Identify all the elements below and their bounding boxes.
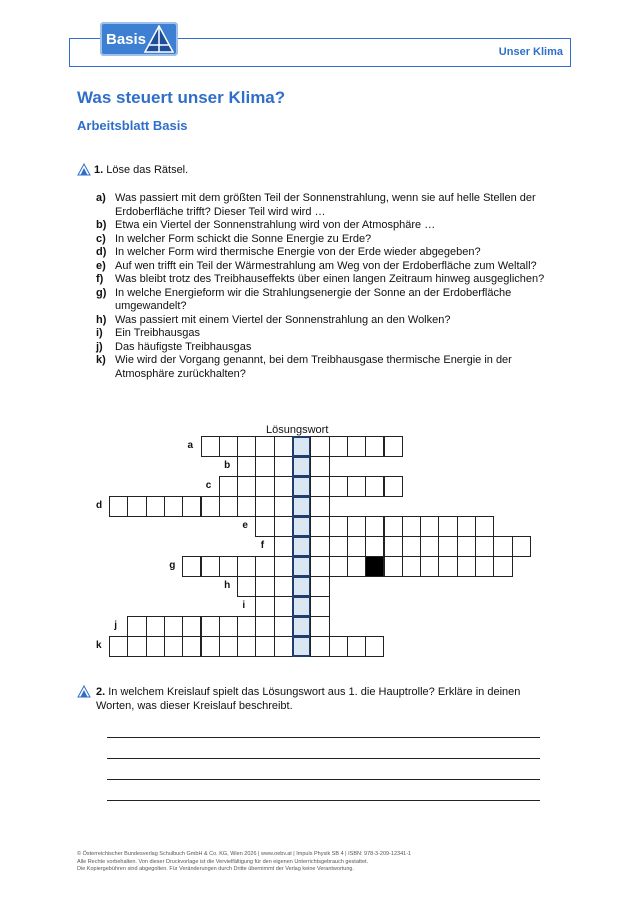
crossword-cell[interactable]	[475, 516, 494, 537]
crossword-cell[interactable]	[274, 556, 293, 577]
crossword-cell[interactable]	[292, 516, 311, 537]
question-letter: g)	[96, 286, 107, 299]
footer-line-1: © Österreichischer Bundesverlag Schulbuch GmbH & Co. KG, Wien 2026 | www.oebv.at | Impuls Physik SB 4 | ISBN: 978-3-209-12341-1	[77, 851, 412, 857]
crossword-cell[interactable]	[292, 596, 311, 617]
crossword-cell[interactable]	[292, 476, 311, 497]
crossword-cell[interactable]	[201, 436, 220, 457]
crossword-cell[interactable]	[292, 436, 311, 457]
crossword-cell[interactable]	[457, 536, 476, 557]
crossword-cell[interactable]	[329, 476, 348, 497]
crossword-cell[interactable]	[310, 496, 329, 517]
crossword-cell[interactable]	[493, 536, 512, 557]
row-label-j: j	[114, 620, 118, 631]
crossword-cell[interactable]	[310, 556, 329, 577]
row-label-f: f	[260, 540, 265, 551]
question-item	[96, 354, 556, 381]
crossword-cell[interactable]	[255, 456, 274, 477]
crossword-cell[interactable]	[237, 576, 256, 597]
row-label-d: d	[96, 500, 103, 511]
crossword-cell[interactable]	[365, 476, 384, 497]
crossword-cell[interactable]	[274, 636, 293, 657]
question-item	[96, 219, 556, 233]
crossword-cell[interactable]	[255, 496, 274, 517]
crossword-cell[interactable]	[402, 516, 421, 537]
crossword-cell[interactable]	[384, 476, 403, 497]
crossword-cell[interactable]	[475, 536, 494, 557]
crossword-cell[interactable]	[182, 556, 201, 577]
crossword-cell[interactable]	[219, 436, 238, 457]
crossword-cell[interactable]	[420, 536, 439, 557]
crossword-cell[interactable]	[255, 636, 274, 657]
crossword-cell[interactable]	[219, 476, 238, 497]
triangle-logo-icon	[144, 25, 174, 53]
crossword-cell[interactable]	[310, 576, 329, 597]
question-item	[96, 246, 556, 260]
crossword-cell[interactable]	[146, 496, 165, 517]
crossword-cell[interactable]	[329, 516, 348, 537]
footer-line-3: Die Kopiergebühren sind abgegolten. Für Veränderungen durch Dritte übernimmt der Verlag keine Verantwortung.	[77, 866, 355, 872]
question-letter: j)	[96, 340, 103, 353]
question-text: Was bleibt trotz des Treibhauseffekts über einen langen Zeitraum hinweg ausgeglichen?	[115, 273, 545, 285]
task-2-text: In welchem Kreislauf spielt das Lösungswort aus 1. die Hauptrolle? Erkläre in deinen Worten, was dieser Kreislauf beschreibt.	[96, 686, 521, 712]
crossword-cell[interactable]	[292, 556, 311, 577]
question-item	[96, 287, 556, 314]
answer-line-4[interactable]	[107, 800, 540, 801]
crossword-cell[interactable]	[402, 556, 421, 577]
crossword-cell[interactable]	[292, 496, 311, 517]
answer-line-1[interactable]	[107, 737, 540, 738]
crossword-cell[interactable]	[201, 496, 220, 517]
crossword-cell[interactable]	[310, 456, 329, 477]
question-item	[96, 273, 556, 287]
question-text: Ein Treibhausgas	[115, 327, 200, 339]
crossword-cell[interactable]	[146, 636, 165, 657]
row-label-e: e	[242, 520, 248, 531]
question-item	[96, 314, 556, 328]
task-2-heading	[77, 685, 557, 713]
crossword-cell[interactable]	[310, 596, 329, 617]
crossword-cell[interactable]	[347, 516, 366, 537]
crossword-cell[interactable]	[384, 516, 403, 537]
row-label-k: k	[96, 640, 102, 651]
crossword-cell[interactable]	[274, 436, 293, 457]
question-letter: d)	[96, 246, 107, 258]
crossword-cell[interactable]	[438, 516, 457, 537]
crossword-cell[interactable]	[438, 556, 457, 577]
crossword-cell[interactable]	[292, 636, 311, 657]
crossword-cell[interactable]	[219, 636, 238, 657]
question-letter: k)	[96, 354, 106, 366]
crossword-cell[interactable]	[127, 616, 146, 637]
crossword-cell[interactable]	[201, 616, 220, 637]
crossword-cell[interactable]	[365, 436, 384, 457]
row-label-b: b	[224, 460, 231, 471]
crossword-cell[interactable]	[457, 516, 476, 537]
level-triangle-icon	[77, 685, 91, 698]
crossword-cell[interactable]	[237, 616, 256, 637]
crossword-cell[interactable]	[127, 636, 146, 657]
page-subtitle: Arbeitsblatt Basis	[77, 118, 188, 133]
crossword-cell[interactable]	[402, 536, 421, 557]
crossword-cell[interactable]	[237, 436, 256, 457]
crossword-cell[interactable]	[201, 636, 220, 657]
crossword-cell[interactable]	[347, 556, 366, 577]
question-item	[96, 233, 556, 247]
crossword-cell[interactable]	[420, 556, 439, 577]
crossword-cell[interactable]	[310, 616, 329, 637]
crossword-cell[interactable]	[420, 516, 439, 537]
crossword-cell[interactable]	[310, 636, 329, 657]
question-text: In welcher Form schickt die Sonne Energie zu Erde?	[115, 232, 372, 245]
crossword-cell[interactable]	[365, 636, 384, 657]
question-letter: e)	[96, 259, 106, 272]
question-text: Etwa ein Viertel der Sonnenstrahlung wird von der Atmosphäre …	[115, 219, 436, 231]
crossword-cell[interactable]	[274, 596, 293, 617]
question-text: Das häufigste Treibhausgas	[115, 340, 252, 353]
crossword-cell[interactable]	[457, 556, 476, 577]
crossword-cell[interactable]	[219, 616, 238, 637]
task-1-number: 1.	[94, 164, 104, 176]
crossword-cell[interactable]	[365, 536, 384, 557]
crossword-cell[interactable]	[347, 476, 366, 497]
task-1-text: Löse das Rätsel.	[106, 164, 189, 176]
task-1-heading	[77, 163, 188, 177]
task-2-number: 2.	[96, 686, 106, 698]
question-text: In welche Energieform wir die Strahlungsenergie der Sonne an der Erdoberfläche umgewandelt?	[115, 286, 512, 312]
answer-line-3[interactable]	[107, 779, 540, 780]
crossword-cell[interactable]	[255, 516, 274, 537]
level-triangle-icon	[77, 163, 91, 176]
crossword-cell[interactable]	[292, 576, 311, 597]
question-letter: f)	[96, 273, 104, 285]
crossword-cell[interactable]	[219, 556, 238, 577]
crossword-cell[interactable]	[438, 536, 457, 557]
crossword-cell[interactable]	[292, 536, 311, 557]
crossword-cell[interactable]	[127, 496, 146, 517]
crossword-cell[interactable]	[347, 436, 366, 457]
crossword-cell[interactable]	[384, 436, 403, 457]
crossword-cell[interactable]	[310, 476, 329, 497]
crossword-cell[interactable]	[274, 616, 293, 637]
question-letter: b)	[96, 219, 107, 231]
crossword-cell[interactable]	[329, 536, 348, 557]
crossword-cell[interactable]	[201, 556, 220, 577]
header-topic: Unser Klima	[498, 46, 563, 58]
crossword-cell[interactable]	[347, 636, 366, 657]
crossword-cell[interactable]	[274, 516, 293, 537]
row-label-c: c	[205, 480, 212, 491]
crossword-cell[interactable]	[292, 616, 311, 637]
crossword-cell[interactable]	[182, 636, 201, 657]
crossword-cell[interactable]	[164, 636, 183, 657]
crossword-cell[interactable]	[182, 496, 201, 517]
crossword-cell[interactable]	[310, 436, 329, 457]
question-letter: i)	[96, 327, 103, 339]
question-text: Was passiert mit dem größten Teil der Sonnenstrahlung, wenn sie auf helle Stellen der Erdoberfläche trifft? Dieser Teil wird wird …	[115, 192, 536, 218]
crossword-cell[interactable]	[292, 456, 311, 477]
crossword-cell[interactable]	[164, 616, 183, 637]
crossword-cell[interactable]	[329, 556, 348, 577]
crossword-cell[interactable]	[310, 516, 329, 537]
crossword-cell[interactable]	[365, 516, 384, 537]
crossword-cell[interactable]	[255, 576, 274, 597]
crossword-cell[interactable]	[237, 476, 256, 497]
question-letter: h)	[96, 313, 107, 326]
question-text: Auf wen trifft ein Teil der Wärmestrahlung am Weg von der Erdoberfläche zum Weltall?	[115, 259, 537, 272]
crossword-cell[interactable]	[255, 596, 274, 617]
crossword-cell[interactable]	[475, 556, 494, 577]
crossword-cell[interactable]	[255, 436, 274, 457]
crossword-cell[interactable]	[493, 556, 512, 577]
crossword-cell[interactable]	[237, 636, 256, 657]
crossword-cell[interactable]	[347, 536, 366, 557]
crossword-cell[interactable]	[255, 556, 274, 577]
basis-logo	[100, 22, 178, 56]
row-label-a: a	[187, 440, 194, 451]
question-item	[96, 341, 556, 355]
solution-word-label: Lösungswort	[266, 424, 329, 436]
crossword-cell[interactable]	[255, 476, 274, 497]
footer	[77, 851, 577, 874]
question-item	[96, 260, 556, 274]
question-text: Wie wird der Vorgang genannt, bei dem Treibhausgase thermische Energie in der Atmosphäre zurückhalten?	[115, 354, 512, 380]
crossword-cell[interactable]	[237, 556, 256, 577]
crossword-cell	[365, 556, 384, 577]
row-label-h: h	[224, 580, 231, 591]
row-label-g: g	[169, 560, 176, 571]
crossword-cell[interactable]	[329, 436, 348, 457]
question-item	[96, 192, 556, 219]
footer-line-2: Alle Rechte vorbehalten. Von dieser Druckvorlage ist die Vervielfältigung für den eigenen Unterrichtsgebrauch gestattet.	[77, 858, 369, 865]
crossword-cell[interactable]	[274, 536, 293, 557]
crossword-cell[interactable]	[164, 496, 183, 517]
crossword-cell[interactable]	[109, 496, 128, 517]
question-text: Was passiert mit einem Viertel der Sonnenstrahlung an den Wolken?	[115, 313, 451, 326]
crossword-cell[interactable]	[237, 456, 256, 477]
crossword-cell[interactable]	[384, 556, 403, 577]
crossword-cell[interactable]	[255, 616, 274, 637]
crossword-cell[interactable]	[182, 616, 201, 637]
question-text: In welcher Form wird thermische Energie von der Erde wieder abgegeben?	[115, 246, 481, 258]
question-list	[96, 192, 556, 381]
crossword-cell[interactable]	[310, 536, 329, 557]
crossword-cell[interactable]	[219, 496, 238, 517]
crossword-cell[interactable]	[274, 576, 293, 597]
crossword-cell[interactable]	[512, 536, 531, 557]
page-title: Was steuert unser Klima?	[77, 88, 286, 107]
crossword-cell[interactable]	[329, 636, 348, 657]
question-item	[96, 327, 556, 341]
crossword-cell[interactable]	[274, 476, 293, 497]
question-letter: c)	[96, 232, 106, 245]
answer-line-2[interactable]	[107, 758, 540, 759]
crossword-cell[interactable]	[146, 616, 165, 637]
crossword-cell[interactable]	[384, 536, 403, 557]
crossword-cell[interactable]	[109, 636, 128, 657]
logo-text: Basis	[106, 31, 147, 48]
crossword-cell[interactable]	[237, 496, 256, 517]
row-label-i: i	[242, 600, 246, 611]
crossword-cell[interactable]	[274, 496, 293, 517]
crossword-cell[interactable]	[274, 456, 293, 477]
question-letter: a)	[96, 192, 106, 204]
